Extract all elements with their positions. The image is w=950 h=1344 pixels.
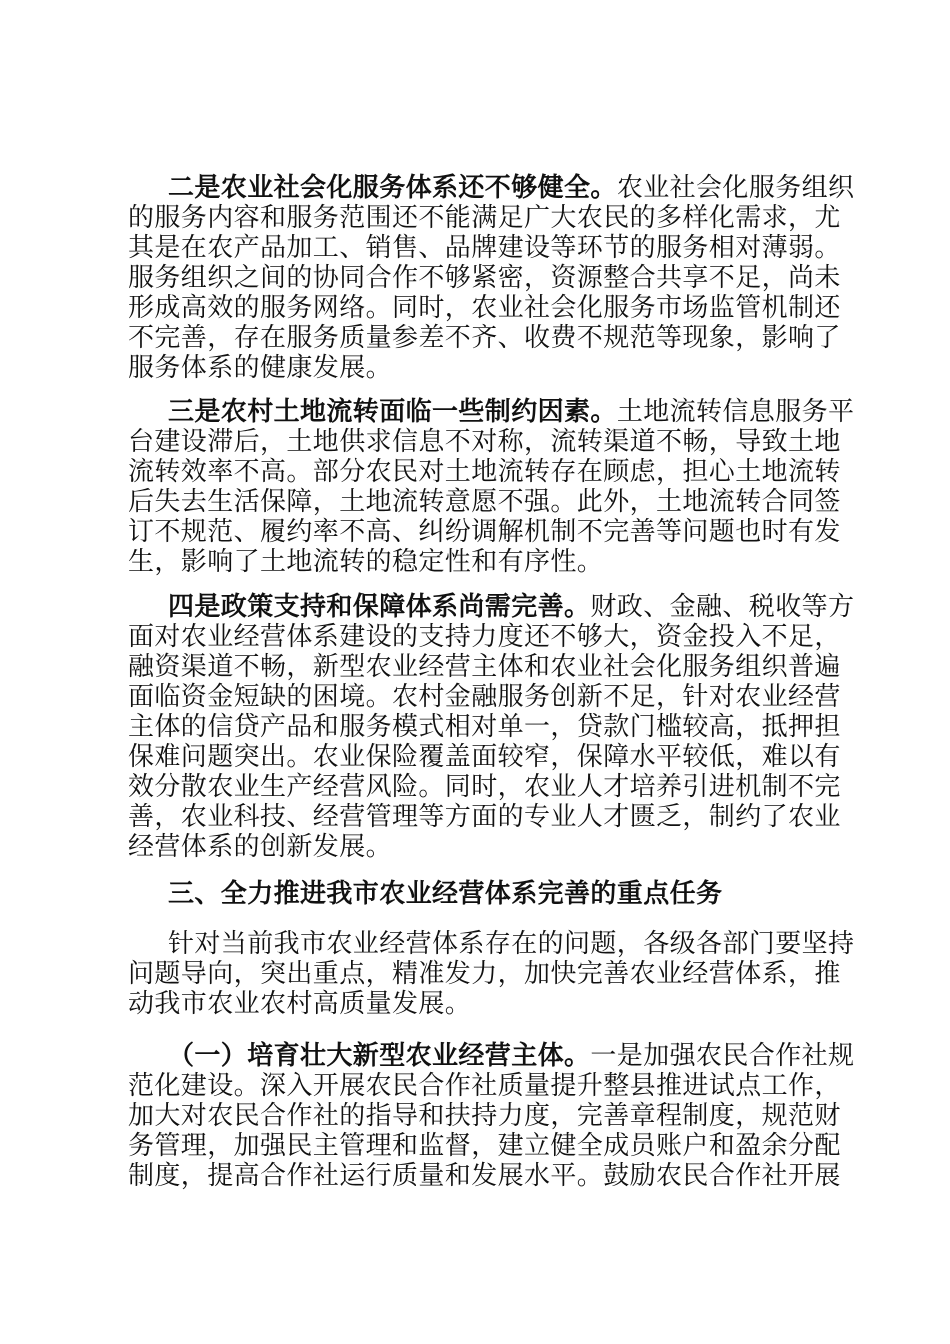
- text-line: 的服务内容和服务范围还不能满足广大农民的多样化需求，尤: [128, 203, 841, 233]
- paragraph-lead: 三是农村土地流转面临一些制约因素。: [168, 397, 617, 427]
- text-line: 务管理，加强民主管理和监督，建立健全成员账户和盈余分配: [128, 1131, 841, 1161]
- text-line: 范化建设。深入开展农民合作社质量提升整县推进试点工作，: [128, 1071, 841, 1101]
- paragraph-service-system: [128, 173, 855, 383]
- paragraph-first-line: （一）培育壮大新型农业经营主体。一是加强农民合作社规: [168, 1041, 855, 1071]
- paragraph-lead: 四是政策支持和保障体系尚需完善。: [168, 592, 591, 622]
- paragraph-first-line: 二是农业社会化服务体系还不够健全。农业社会化服务组织: [168, 173, 855, 203]
- text-line: 保难问题突出。农业保险覆盖面较窄，保障水平较低，难以有: [128, 742, 841, 772]
- text-line: 台建设滞后，土地供求信息不对称，流转渠道不畅，导致土地: [128, 427, 841, 457]
- text-line: 经营体系的创新发展。: [128, 832, 393, 862]
- text-line: 订不规范、履约率不高、纠纷调解机制不完善等问题也时有发: [128, 517, 841, 547]
- paragraph-cultivate-entities: [128, 1041, 855, 1191]
- text-line: 面临资金短缺的困境。农村金融服务创新不足，针对农业经营: [128, 682, 841, 712]
- text-line: 其是在农产品加工、销售、品牌建设等环节的服务相对薄弱。: [128, 233, 841, 263]
- paragraph-land-transfer: [128, 397, 855, 577]
- text-line: 制度，提高合作社运行质量和发展水平。鼓励农民合作社开展: [128, 1161, 841, 1191]
- paragraph-policy-support: [128, 592, 855, 862]
- text-line: 动我市农业农村高质量发展。: [128, 989, 472, 1019]
- text-line: 服务组织之间的协同合作不够紧密，资源整合共享不足，尚未: [128, 263, 841, 293]
- text-line: 善，农业科技、经营管理等方面的专业人才匮乏，制约了农业: [128, 802, 841, 832]
- text-line: 服务体系的健康发展。: [128, 353, 393, 383]
- text-line: 融资渠道不畅，新型农业经营主体和农业社会化服务组织普遍: [128, 652, 841, 682]
- text-line: 效分散农业生产经营风险。同时，农业人才培养引进机制不完: [128, 772, 841, 802]
- text-line: 生，影响了土地流转的稳定性和有序性。: [128, 547, 604, 577]
- paragraph-lead: （一）培育壮大新型农业经营主体。: [168, 1041, 591, 1071]
- paragraph-lead: 二是农业社会化服务体系还不够健全。: [168, 173, 617, 203]
- text-line: 不完善，存在服务质量参差不齐、收费不规范等现象，影响了: [128, 323, 841, 353]
- paragraph-first-line: 三是农村土地流转面临一些制约因素。土地流转信息服务平: [168, 397, 855, 427]
- section-heading-text: 三、全力推进我市农业经营体系完善的重点任务: [168, 879, 723, 909]
- text-line: 后失去生活保障，土地流转意愿不强。此外，土地流转合同签: [128, 487, 841, 517]
- text-line: 问题导向，突出重点，精准发力，加快完善农业经营体系，推: [128, 959, 841, 989]
- text-line: 形成高效的服务网络。同时，农业社会化服务市场监管机制还: [128, 293, 841, 323]
- paragraph-first-line: 四是政策支持和保障体系尚需完善。财政、金融、税收等方: [168, 592, 855, 622]
- paragraph-intro: [128, 929, 855, 1019]
- text-line: 加大对农民合作社的指导和扶持力度，完善章程制度，规范财: [128, 1101, 841, 1131]
- text-line: 面对农业经营体系建设的支持力度还不够大，资金投入不足，: [128, 622, 841, 652]
- text-line: 主体的信贷产品和服务模式相对单一，贷款门槛较高，抵押担: [128, 712, 841, 742]
- text-line: 针对当前我市农业经营体系存在的问题，各级各部门要坚持: [168, 929, 855, 959]
- section-heading: [128, 879, 830, 909]
- text-line: 流转效率不高。部分农民对土地流转存在顾虑，担心土地流转: [128, 457, 841, 487]
